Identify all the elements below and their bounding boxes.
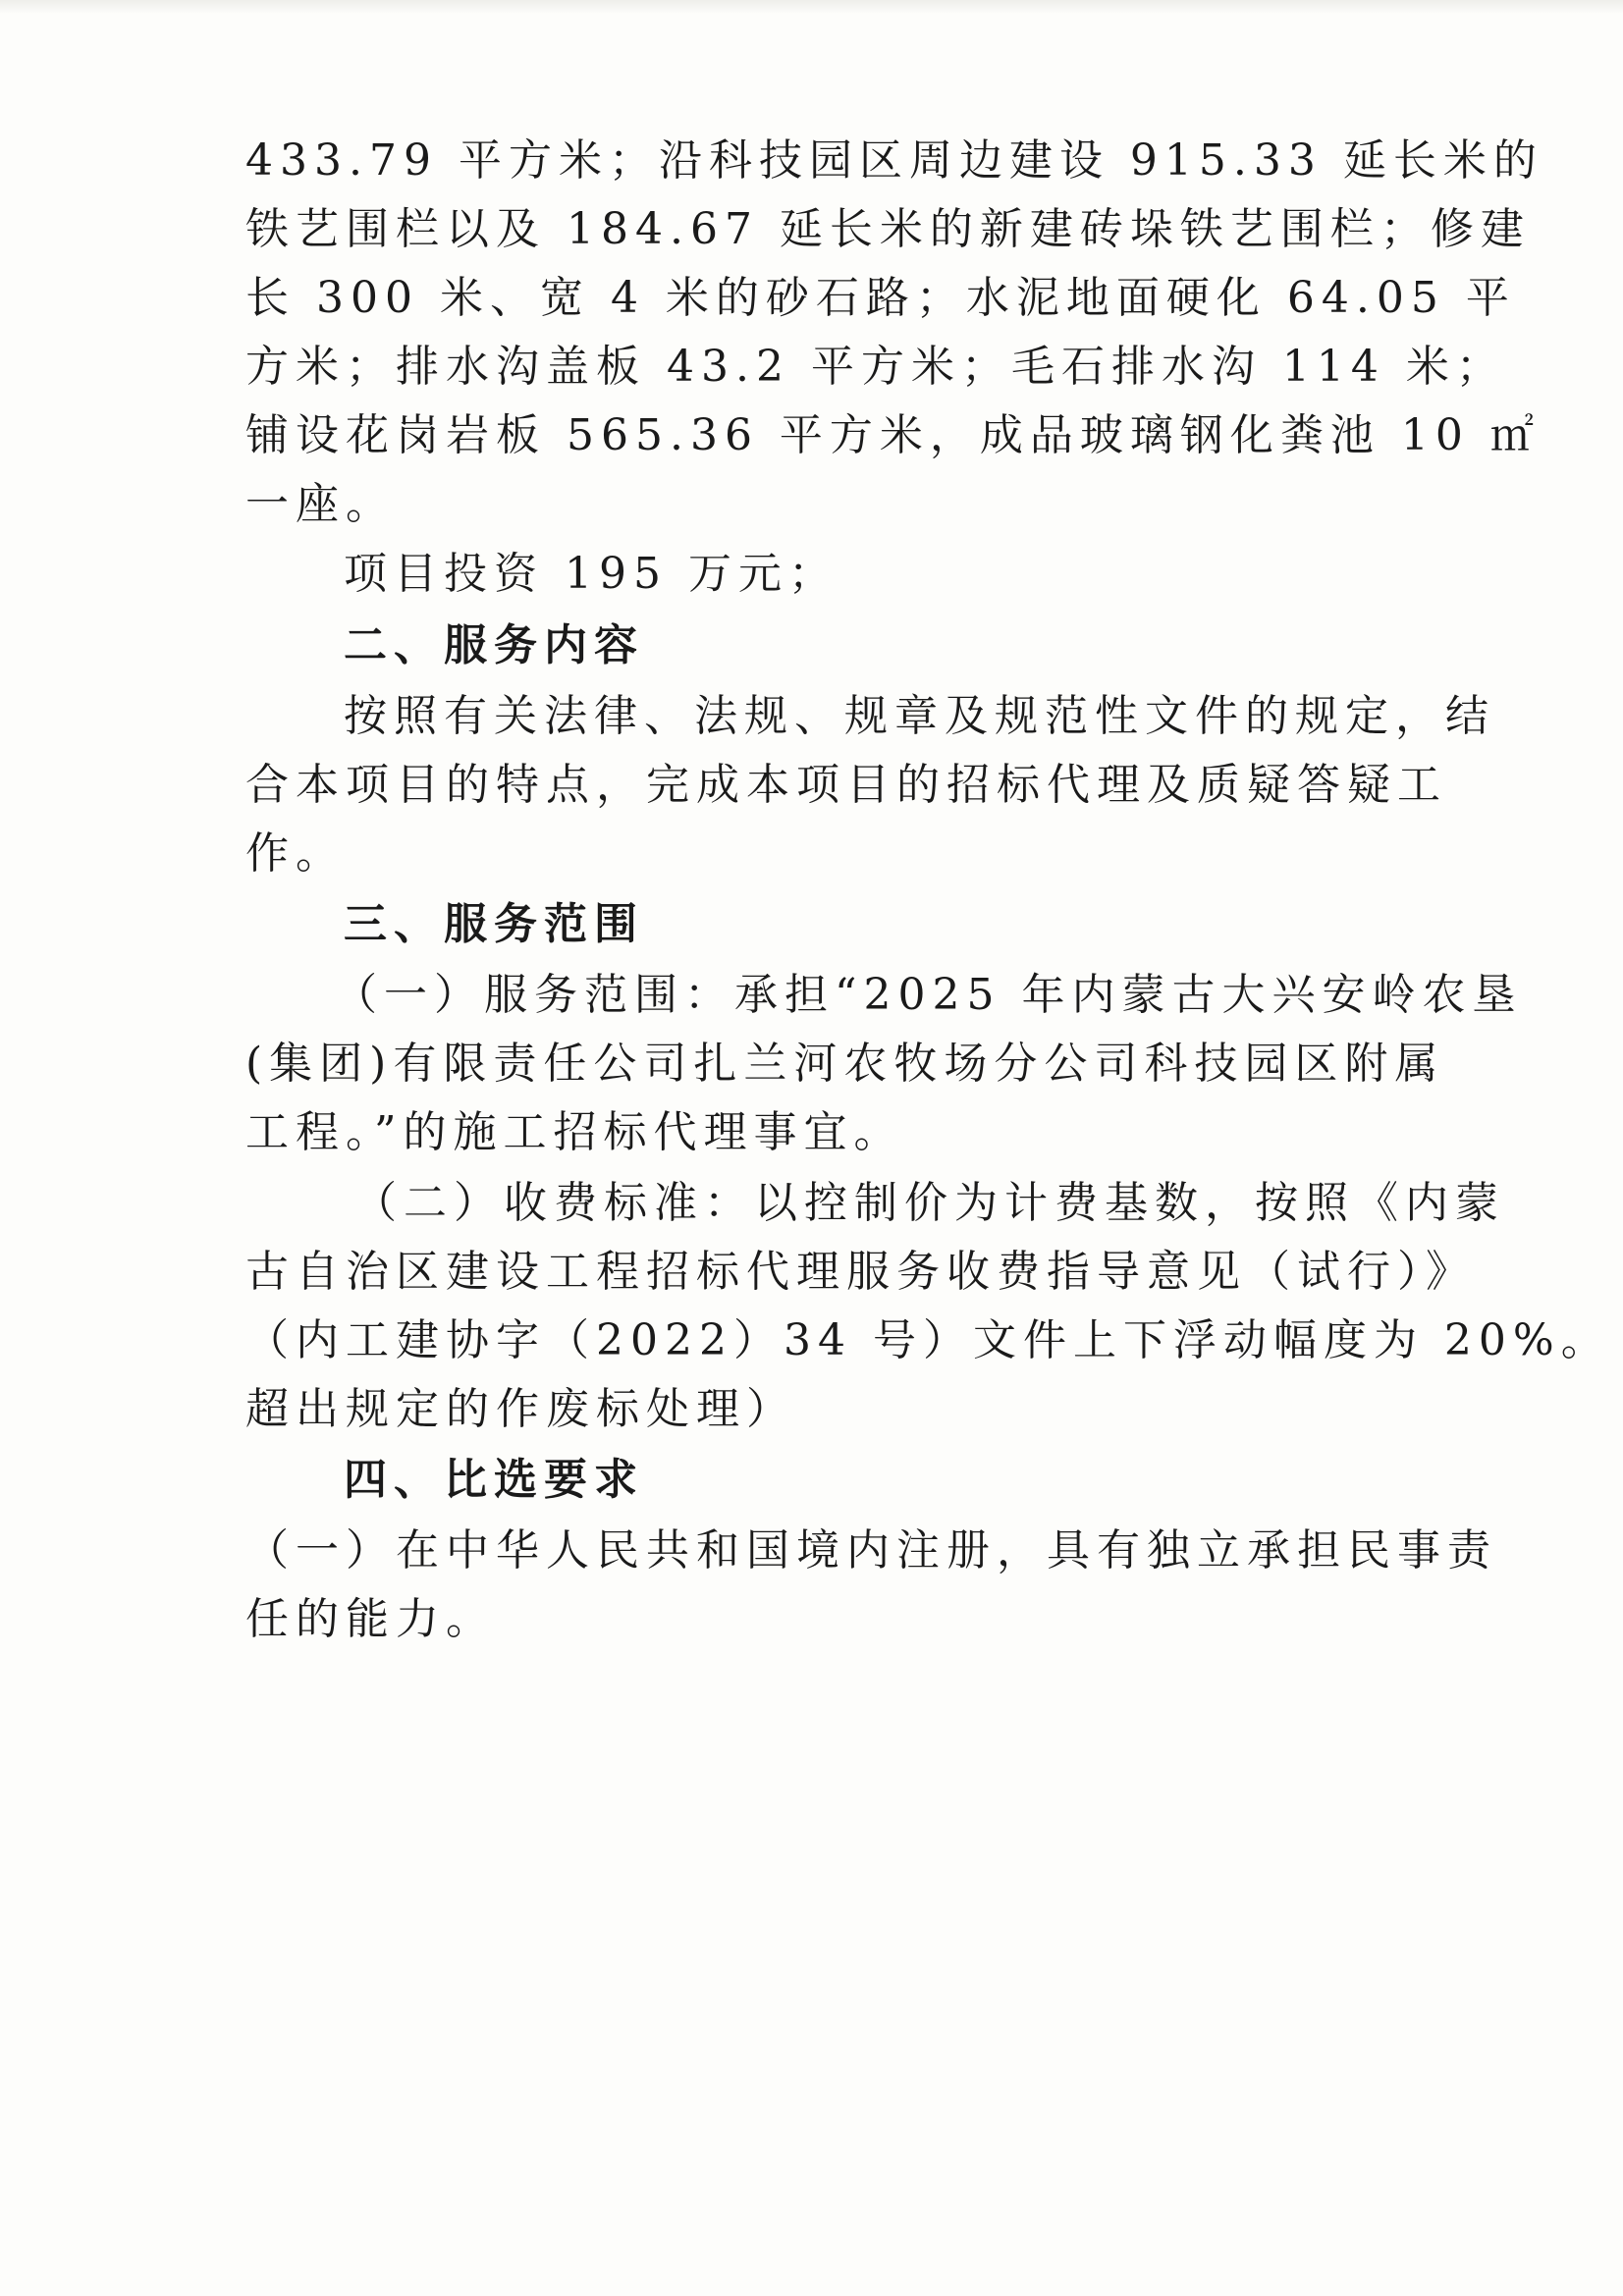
paragraph-line: 古自治区建设工程招标代理服务收费指导意见（试行）》 <box>245 1247 1476 1297</box>
paragraph-line: 长 300 米、宽 4 米的砂石路；水泥地面硬化 64.05 平 <box>245 273 1516 323</box>
paragraph-line: 一座。 <box>245 479 396 529</box>
paragraph-line: （一）服务范围：承担“2025 年内蒙古大兴安岭农垦 <box>334 970 1523 1020</box>
paragraph-line: 方米；排水沟盖板 43.2 平方米；毛石排水沟 114 米； <box>245 342 1506 392</box>
paragraph-line: 铺设花岗岩板 565.36 平方米，成品玻璃钢化粪池 10 ㎡ <box>245 410 1541 460</box>
paragraph-line: 合本项目的特点，完成本项目的招标代理及质疑答疑工 <box>245 760 1447 810</box>
paragraph-line: 超出规定的作废标处理） <box>245 1384 796 1434</box>
paragraph-line: 按照有关法律、法规、规章及规范性文件的规定，结 <box>344 691 1495 741</box>
paragraph-line: 任的能力。 <box>245 1594 496 1644</box>
paragraph-line: 铁艺围栏以及 184.67 延长米的新建砖垛铁艺围栏；修建 <box>245 204 1531 254</box>
paragraph-line: （二）收费标准：以控制价为计费基数，按照《内蒙 <box>353 1178 1505 1228</box>
section-heading: 四、比选要求 <box>344 1455 644 1505</box>
paragraph-line: (集团)有限责任公司扎兰河农牧场分公司科技园区附属 <box>245 1039 1445 1089</box>
paragraph-line: （内工建协字（2022）34 号）文件上下浮动幅度为 20%。 <box>245 1315 1611 1365</box>
scan-edge <box>0 0 1623 14</box>
paragraph-line: 项目投资 195 万元； <box>344 549 839 599</box>
paragraph-line: 作。 <box>245 828 346 879</box>
section-heading: 三、服务范围 <box>344 899 644 949</box>
paragraph-line: 433.79 平方米；沿科技园区周边建设 915.33 延长米的 <box>245 135 1543 186</box>
paragraph-line: 工程。”的施工招标代理事宜。 <box>245 1107 904 1157</box>
paragraph-line: （一）在中华人民共和国境内注册，具有独立承担民事责 <box>245 1525 1497 1575</box>
section-heading: 二、服务内容 <box>344 620 644 670</box>
